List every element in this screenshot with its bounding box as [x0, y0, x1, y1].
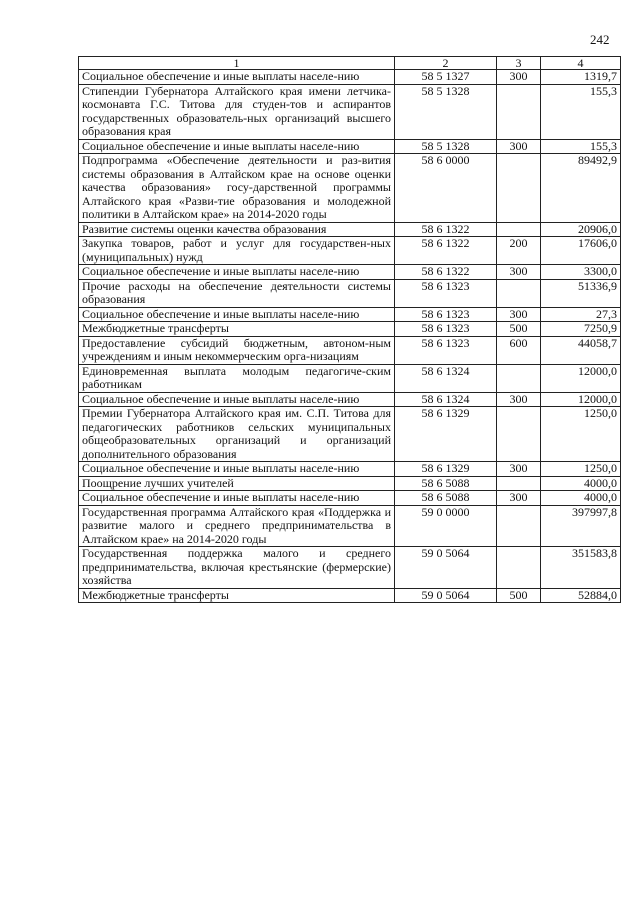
row-code-cell: 59 0 5064 — [395, 547, 497, 589]
row-name-cell: Поощрение лучших учителей — [79, 476, 395, 491]
row-amount-cell: 1250,0 — [541, 407, 621, 462]
row-type-cell: 300 — [497, 392, 541, 407]
row-type-cell — [497, 364, 541, 392]
row-amount-cell: 155,3 — [541, 139, 621, 154]
row-type-cell — [497, 505, 541, 547]
row-amount-cell: 4000,0 — [541, 491, 621, 506]
table-row — [79, 279, 621, 307]
header-col-4: 4 — [541, 57, 621, 70]
table-header — [79, 57, 621, 70]
row-name-cell: Социальное обеспечение и иные выплаты населе-нию — [79, 70, 395, 85]
row-code-cell: 58 6 1324 — [395, 392, 497, 407]
row-name-cell: Социальное обеспечение и иные выплаты населе-нию — [79, 307, 395, 322]
row-amount-cell: 51336,9 — [541, 279, 621, 307]
row-code-cell: 58 5 1327 — [395, 70, 497, 85]
row-amount-cell: 397997,8 — [541, 505, 621, 547]
table-row — [79, 407, 621, 462]
row-type-cell: 500 — [497, 322, 541, 337]
row-amount-cell: 17606,0 — [541, 237, 621, 265]
row-type-cell — [497, 154, 541, 223]
row-code-cell: 58 5 1328 — [395, 139, 497, 154]
row-type-cell: 300 — [497, 307, 541, 322]
row-type-cell — [497, 222, 541, 237]
row-name-cell: Закупка товаров, работ и услуг для государствен-ных (муниципальных) нужд — [79, 237, 395, 265]
row-name-cell: Подпрограмма «Обеспечение деятельности и раз-вития системы образования в Алтайском крае на основе оценки качества образования» госу-дарственной программы Алтайского края «Разви-тие образования и молодежной политики в Алтайском крае» на 2014-2020 годы — [79, 154, 395, 223]
row-name-cell: Социальное обеспечение и иные выплаты населе-нию — [79, 491, 395, 506]
row-code-cell: 58 6 1323 — [395, 336, 497, 364]
row-amount-cell: 4000,0 — [541, 476, 621, 491]
row-type-cell — [497, 279, 541, 307]
table-row — [79, 84, 621, 139]
row-type-cell — [497, 547, 541, 589]
row-code-cell: 58 6 0000 — [395, 154, 497, 223]
row-name-cell: Межбюджетные трансферты — [79, 588, 395, 603]
row-amount-cell: 44058,7 — [541, 336, 621, 364]
row-amount-cell: 20906,0 — [541, 222, 621, 237]
table-row — [79, 237, 621, 265]
row-name-cell: Межбюджетные трансферты — [79, 322, 395, 337]
table-row — [79, 392, 621, 407]
row-code-cell: 58 6 1324 — [395, 364, 497, 392]
table-body — [79, 70, 621, 603]
row-type-cell: 300 — [497, 462, 541, 477]
header-col-2: 2 — [395, 57, 497, 70]
row-amount-cell: 351583,8 — [541, 547, 621, 589]
table-row — [79, 139, 621, 154]
row-amount-cell: 1250,0 — [541, 462, 621, 477]
table-row — [79, 265, 621, 280]
row-code-cell: 58 6 5088 — [395, 491, 497, 506]
row-name-cell: Социальное обеспечение и иные выплаты населе-нию — [79, 139, 395, 154]
table-row — [79, 588, 621, 603]
page-number: 242 — [590, 32, 610, 47]
row-code-cell: 58 5 1328 — [395, 84, 497, 139]
table-row — [79, 505, 621, 547]
row-name-cell: Государственная программа Алтайского края «Поддержка и развитие малого и среднего предпринимательства в Алтайском крае» на 2014-2020 годы — [79, 505, 395, 547]
row-name-cell: Стипендии Губернатора Алтайского края имени летчика-космонавта Г.С. Титова для студен-тов и аспирантов государственных образователь-ных организаций высшего образования края — [79, 84, 395, 139]
row-code-cell: 58 6 5088 — [395, 476, 497, 491]
row-code-cell: 58 6 1323 — [395, 279, 497, 307]
row-amount-cell: 52884,0 — [541, 588, 621, 603]
row-name-cell: Прочие расходы на обеспечение деятельности системы образования — [79, 279, 395, 307]
header-col-3: 3 — [497, 57, 541, 70]
row-type-cell: 300 — [497, 491, 541, 506]
table-row — [79, 336, 621, 364]
row-type-cell: 300 — [497, 265, 541, 280]
row-code-cell: 58 6 1322 — [395, 222, 497, 237]
row-type-cell: 600 — [497, 336, 541, 364]
row-type-cell — [497, 476, 541, 491]
table-row — [79, 547, 621, 589]
row-code-cell: 58 6 1322 — [395, 265, 497, 280]
row-name-cell: Предоставление субсидий бюджетным, автоном-ным учреждениям и иным некоммерческим орга-низациям — [79, 336, 395, 364]
row-amount-cell: 1319,7 — [541, 70, 621, 85]
row-amount-cell: 89492,9 — [541, 154, 621, 223]
row-code-cell: 58 6 1323 — [395, 307, 497, 322]
row-code-cell: 59 0 0000 — [395, 505, 497, 547]
row-amount-cell: 12000,0 — [541, 364, 621, 392]
row-type-cell: 500 — [497, 588, 541, 603]
table-row — [79, 462, 621, 477]
row-name-cell: Единовременная выплата молодым педагогиче-ским работникам — [79, 364, 395, 392]
row-type-cell: 200 — [497, 237, 541, 265]
row-amount-cell: 7250,9 — [541, 322, 621, 337]
row-amount-cell: 27,3 — [541, 307, 621, 322]
budget-table — [78, 56, 621, 603]
row-code-cell: 59 0 5064 — [395, 588, 497, 603]
row-name-cell: Государственная поддержка малого и среднего предпринимательства, включая крестьянские (фермерские) хозяйства — [79, 547, 395, 589]
row-code-cell: 58 6 1323 — [395, 322, 497, 337]
header-row — [79, 57, 621, 70]
row-name-cell: Социальное обеспечение и иные выплаты населе-нию — [79, 462, 395, 477]
header-col-1: 1 — [79, 57, 395, 70]
row-type-cell — [497, 84, 541, 139]
table-row — [79, 222, 621, 237]
row-type-cell: 300 — [497, 70, 541, 85]
row-name-cell: Социальное обеспечение и иные выплаты населе-нию — [79, 265, 395, 280]
table-row — [79, 491, 621, 506]
row-amount-cell: 12000,0 — [541, 392, 621, 407]
row-type-cell: 300 — [497, 139, 541, 154]
row-code-cell: 58 6 1322 — [395, 237, 497, 265]
table-row — [79, 307, 621, 322]
table-row — [79, 322, 621, 337]
row-type-cell — [497, 407, 541, 462]
row-amount-cell: 155,3 — [541, 84, 621, 139]
row-code-cell: 58 6 1329 — [395, 407, 497, 462]
table-row — [79, 70, 621, 85]
table-row — [79, 154, 621, 223]
row-name-cell: Социальное обеспечение и иные выплаты населе-нию — [79, 392, 395, 407]
table-row — [79, 364, 621, 392]
row-code-cell: 58 6 1329 — [395, 462, 497, 477]
row-name-cell: Премии Губернатора Алтайского края им. С.П. Титова для педагогических работников сельских муниципальных общеобразовательных организаций и организаций дополнительного образования — [79, 407, 395, 462]
row-name-cell: Развитие системы оценки качества образования — [79, 222, 395, 237]
table-row — [79, 476, 621, 491]
row-amount-cell: 3300,0 — [541, 265, 621, 280]
